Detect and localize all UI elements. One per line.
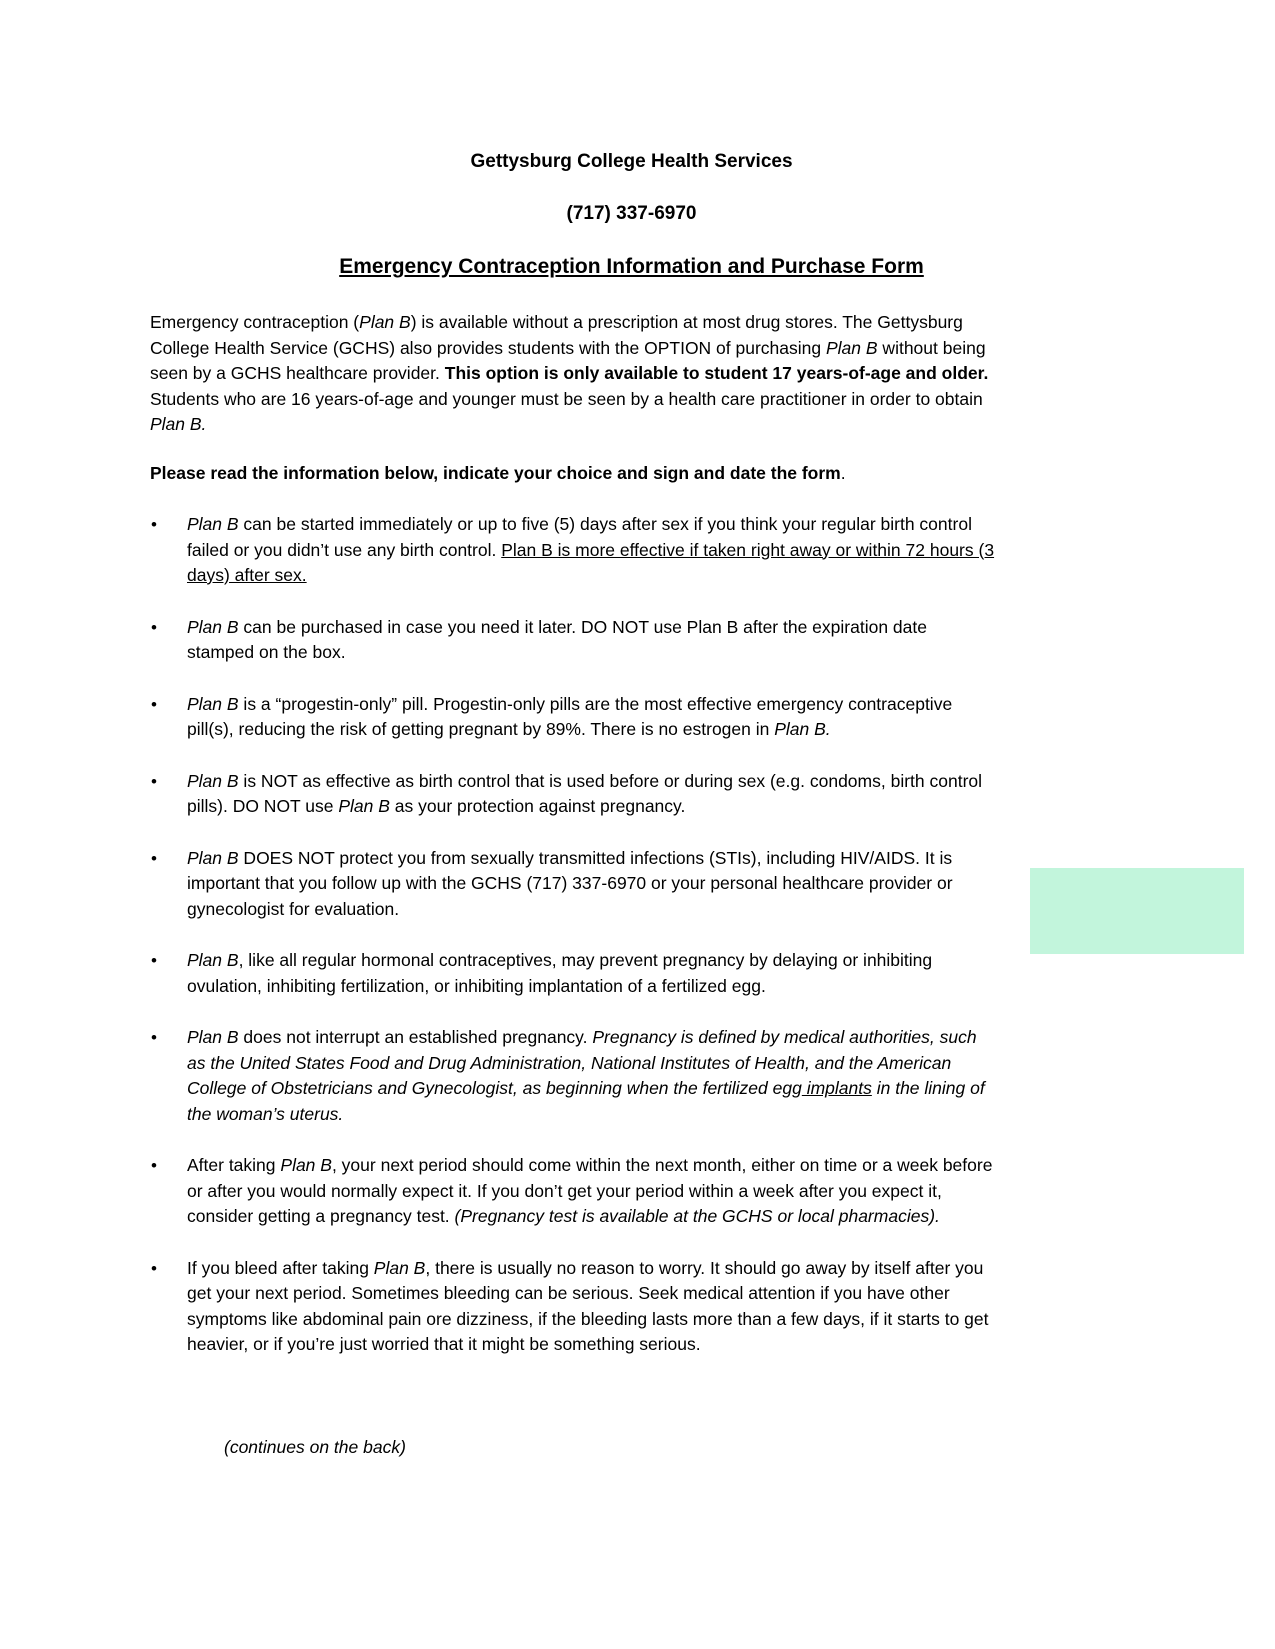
bullet-icon: • <box>151 1258 157 1278</box>
bullet-text: , like all regular hormonal contraceptives, may prevent pregnancy by delaying or inhibiting ovulation, inhibiting fertilization, or inhibiting implantation of a fertilized egg. <box>187 950 933 996</box>
intro-text: Emergency contraception ( <box>150 312 360 332</box>
bullet-text: as your protection against pregnancy. <box>389 796 686 816</box>
pregnancy-definition: Pregnancy is defined by medical authorities, such as the United States Food and Drug Administration, National Institutes of Health, and the American College of Obstetricians and Gynecologist, as beginning when the fertilized egg <box>187 1027 977 1098</box>
highlight-block <box>1030 868 1244 954</box>
bullet-text: , there is usually no reason to worry. It should go away by itself after you get your next period. Sometimes bleeding can be serious. Seek medical attention if you have other symptoms like abdominal pain ore dizziness, if the bleeding lasts more than a few days, if it starts to get heavier, or if you’re just worried that it might be something serious. <box>187 1257 989 1354</box>
bullet-text: If you bleed after taking <box>187 1257 374 1278</box>
bullet-text: After taking <box>187 1155 281 1175</box>
bullet-icon: • <box>151 515 157 534</box>
planb-term: Plan B <box>187 1027 239 1047</box>
bullet-text: can be started immediately or up to five (5) days after sex if you think your regular birth control failed or you didn’t use any birth control. <box>187 514 972 560</box>
bullet-icon: • <box>151 1028 157 1047</box>
bullet-text: is a “progestin-only” pill. Progestin-only pills are the most effective emergency contraceptive pill(s), reducing the risk of getting pregnant by 89%. There is no estrogen in <box>187 693 953 739</box>
list-item <box>150 948 998 999</box>
list-item <box>150 1256 998 1358</box>
list-item <box>150 769 998 820</box>
planb-term: Plan B <box>187 847 239 868</box>
intro-text: without being seen by a GCHS healthcare provider. <box>150 337 986 383</box>
bullet-text: DOES NOT protect you from sexually transmitted infections (STIs), including HIV/AIDS. It is important that you follow up with the GCHS (717) 337-6970 or your personal healthcare provider or gynecologist for evaluation. <box>187 847 953 919</box>
planb-term: Plan B <box>338 796 390 816</box>
instruction-text: Please read the information below, indicate your choice and sign and date the form <box>150 463 841 483</box>
intro-planb: Plan B <box>826 337 878 358</box>
planb-term: Plan B <box>187 770 239 791</box>
implants-emphasis: implants <box>801 1078 872 1098</box>
list-item <box>150 512 998 589</box>
intro-planb: Plan B <box>359 312 411 332</box>
bullet-text: , your next period should come within the next month, either on time or a week before or after you would normally expect it. If you don’t get your period within a week after you expect it, consider getting a pregnancy test. <box>187 1155 993 1226</box>
intro-planb: Plan B. <box>150 414 207 434</box>
bullet-emphasis: Plan B is more effective if taken right away or within 72 hours (3 days) after sex. <box>187 539 995 585</box>
list-item <box>150 615 998 666</box>
organization-name: Gettysburg College Health Services <box>470 151 793 172</box>
planb-term: Plan B <box>187 693 239 714</box>
information-bullet-list <box>150 512 998 1384</box>
pregnancy-definition: in the lining of the woman’s uterus. <box>187 1078 985 1124</box>
planb-term: Plan B <box>187 950 239 970</box>
list-item <box>150 1025 998 1127</box>
planb-term: Plan B <box>187 514 239 534</box>
planb-term: Plan B <box>187 616 239 637</box>
bullet-text: is NOT as effective as birth control that is used before or during sex (e.g. condoms, birth control pills). DO NOT use <box>187 770 983 816</box>
intro-text: ) is available without a prescription at most drug stores. The Gettysburg College Health Service (GCHS) also provides students with the OPTION of purchasing <box>150 312 963 358</box>
intro-age-requirement: This option is only available to student 17 years-of-age and older. <box>444 363 989 383</box>
list-item <box>150 846 998 923</box>
planb-term: Plan B <box>280 1155 332 1175</box>
bullet-icon: • <box>151 848 157 868</box>
bullet-icon: • <box>151 694 157 714</box>
list-item <box>150 692 998 743</box>
instruction-period: . <box>840 463 846 483</box>
bullet-icon: • <box>151 951 157 970</box>
intro-paragraph <box>150 310 990 438</box>
bullet-icon: • <box>151 1156 157 1175</box>
planb-term: Plan B <box>373 1257 426 1278</box>
instruction-line <box>150 461 990 487</box>
bullet-icon: • <box>151 617 157 637</box>
intro-text: Students who are 16 years-of-age and younger must be seen by a health care practitioner in order to obtain <box>150 388 983 409</box>
bullet-text: does not interrupt an established pregnancy. <box>238 1027 593 1047</box>
bullet-text: can be purchased in case you need it later. DO NOT use Plan B after the expiration date stamped on the box. <box>187 616 927 662</box>
phone-number: (717) 337-6970 <box>566 203 697 224</box>
pregnancy-test-note: (Pregnancy test is available at the GCHS or local pharmacies). <box>454 1206 940 1226</box>
continues-note: (continues on the back) <box>224 1437 406 1457</box>
bullet-icon: • <box>151 771 157 791</box>
list-item <box>150 1153 998 1230</box>
planb-term: Plan B. <box>774 719 831 739</box>
form-title: Emergency Contraception Information and Purchase Form <box>339 255 924 278</box>
